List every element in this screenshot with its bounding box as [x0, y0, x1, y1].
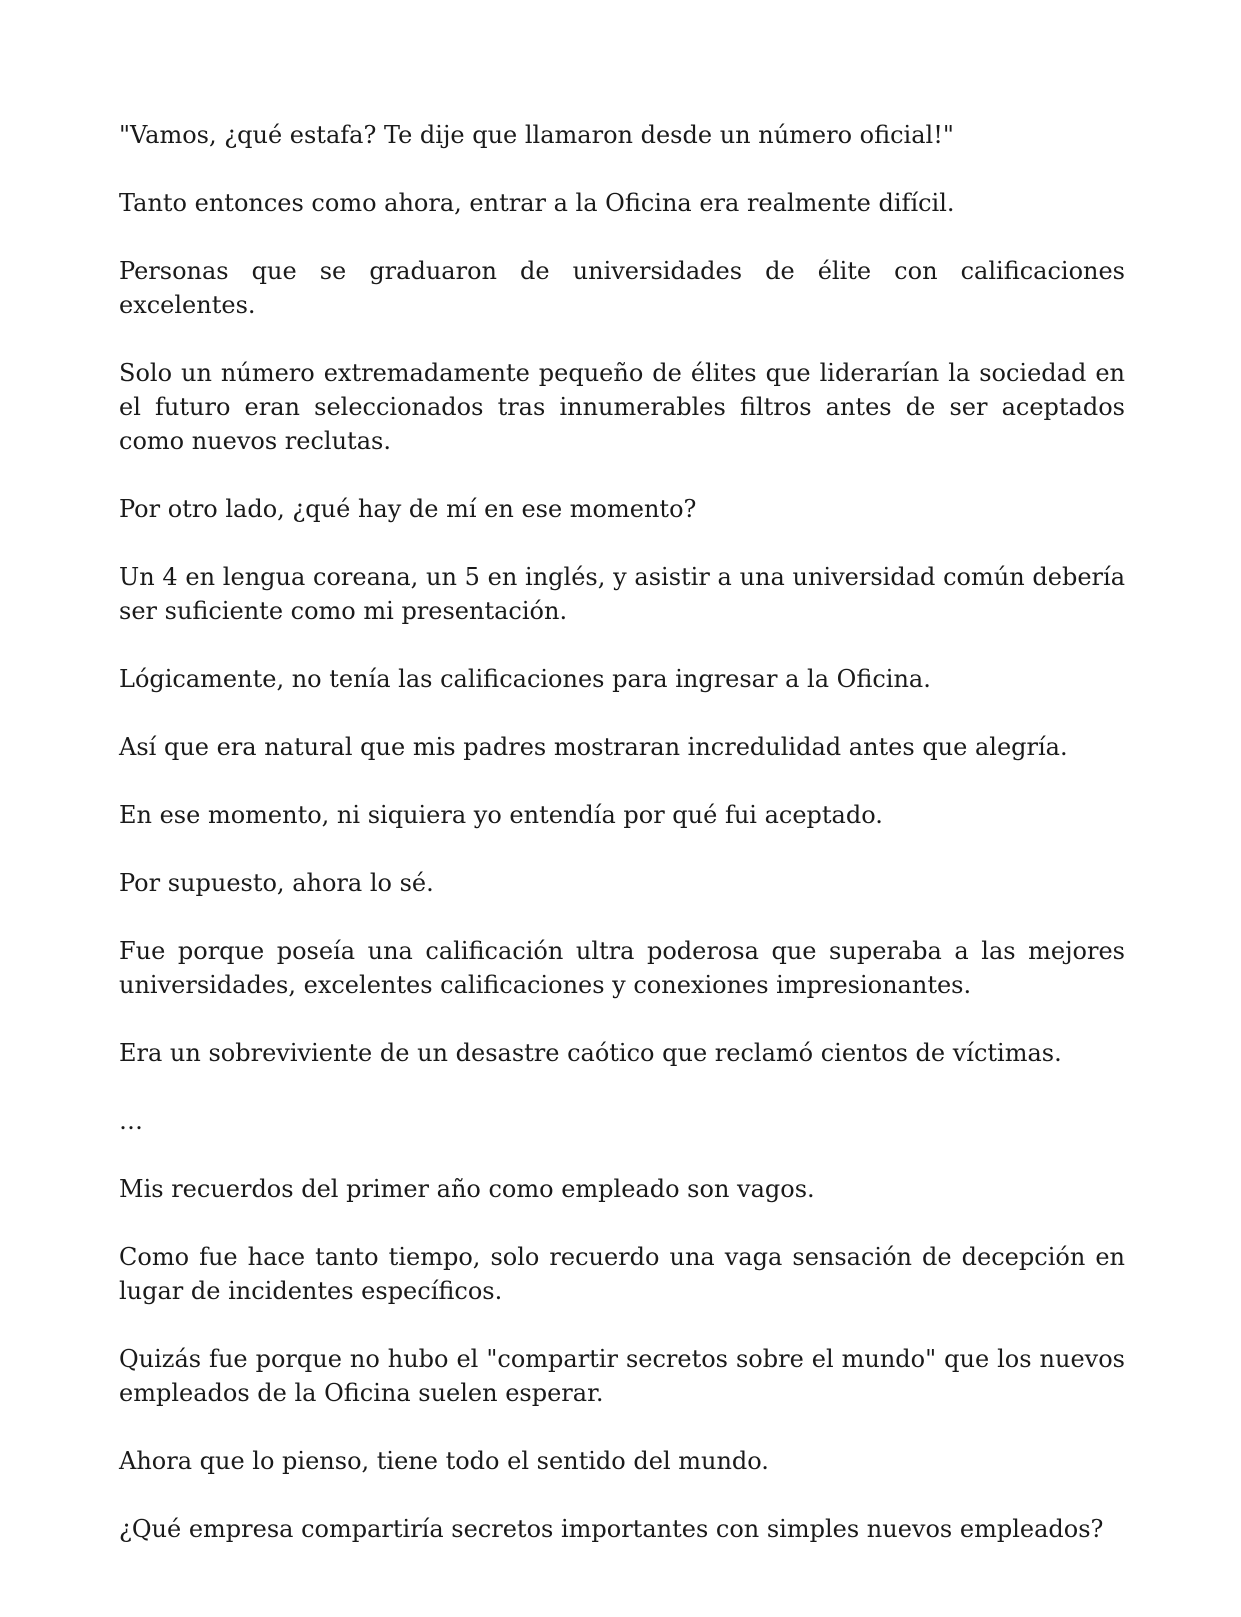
paragraph: ¿Qué empresa compartiría secretos importantes con simples nuevos empleados?	[119, 1515, 1104, 1543]
paragraph: Un 4 en lengua coreana, un 5 en inglés, y asistir a una universidad común debería ser suficiente como mi presentación.	[119, 563, 1125, 625]
paragraph: Como fue hace tanto tiempo, solo recuerdo una vaga sensación de decepción en lugar de incidentes específicos.	[119, 1243, 1125, 1305]
paragraph: Por otro lado, ¿qué hay de mí en ese momento?	[119, 495, 697, 523]
paragraph: Tanto entonces como ahora, entrar a la Oficina era realmente difícil.	[119, 189, 955, 217]
paragraph: Lógicamente, no tenía las calificaciones para ingresar a la Oficina.	[119, 665, 931, 693]
paragraph: Solo un número extremadamente pequeño de élites que liderarían la sociedad en el futuro eran seleccionados tras innumerables filtros antes de ser aceptados como nuevos reclutas.	[119, 359, 1125, 455]
paragraph: Fue porque poseía una calificación ultra poderosa que superaba a las mejores universidades, excelentes calificaciones y conexiones impresionantes.	[119, 937, 1125, 999]
paragraph: Ahora que lo pienso, tiene todo el sentido del mundo.	[119, 1447, 769, 1475]
paragraph: "Vamos, ¿qué estafa? Te dije que llamaron desde un número oficial!"	[119, 121, 954, 149]
paragraph: En ese momento, ni siquiera yo entendía por qué fui aceptado.	[119, 801, 883, 829]
paragraph: Era un sobreviviente de un desastre caótico que reclamó cientos de víctimas.	[119, 1039, 1062, 1067]
paragraph: Así que era natural que mis padres mostraran incredulidad antes que alegría.	[119, 733, 1068, 761]
paragraph: Por supuesto, ahora lo sé.	[119, 869, 434, 897]
paragraph: Quizás fue porque no hubo el "compartir secretos sobre el mundo" que los nuevos empleados de la Oficina suelen esperar.	[119, 1345, 1125, 1407]
document-body	[119, 118, 1125, 1546]
paragraph: Personas que se graduaron de universidades de élite con calificaciones excelentes.	[119, 257, 1125, 319]
scene-break-ellipsis: …	[119, 1107, 143, 1135]
paragraph: Mis recuerdos del primer año como empleado son vagos.	[119, 1175, 815, 1203]
